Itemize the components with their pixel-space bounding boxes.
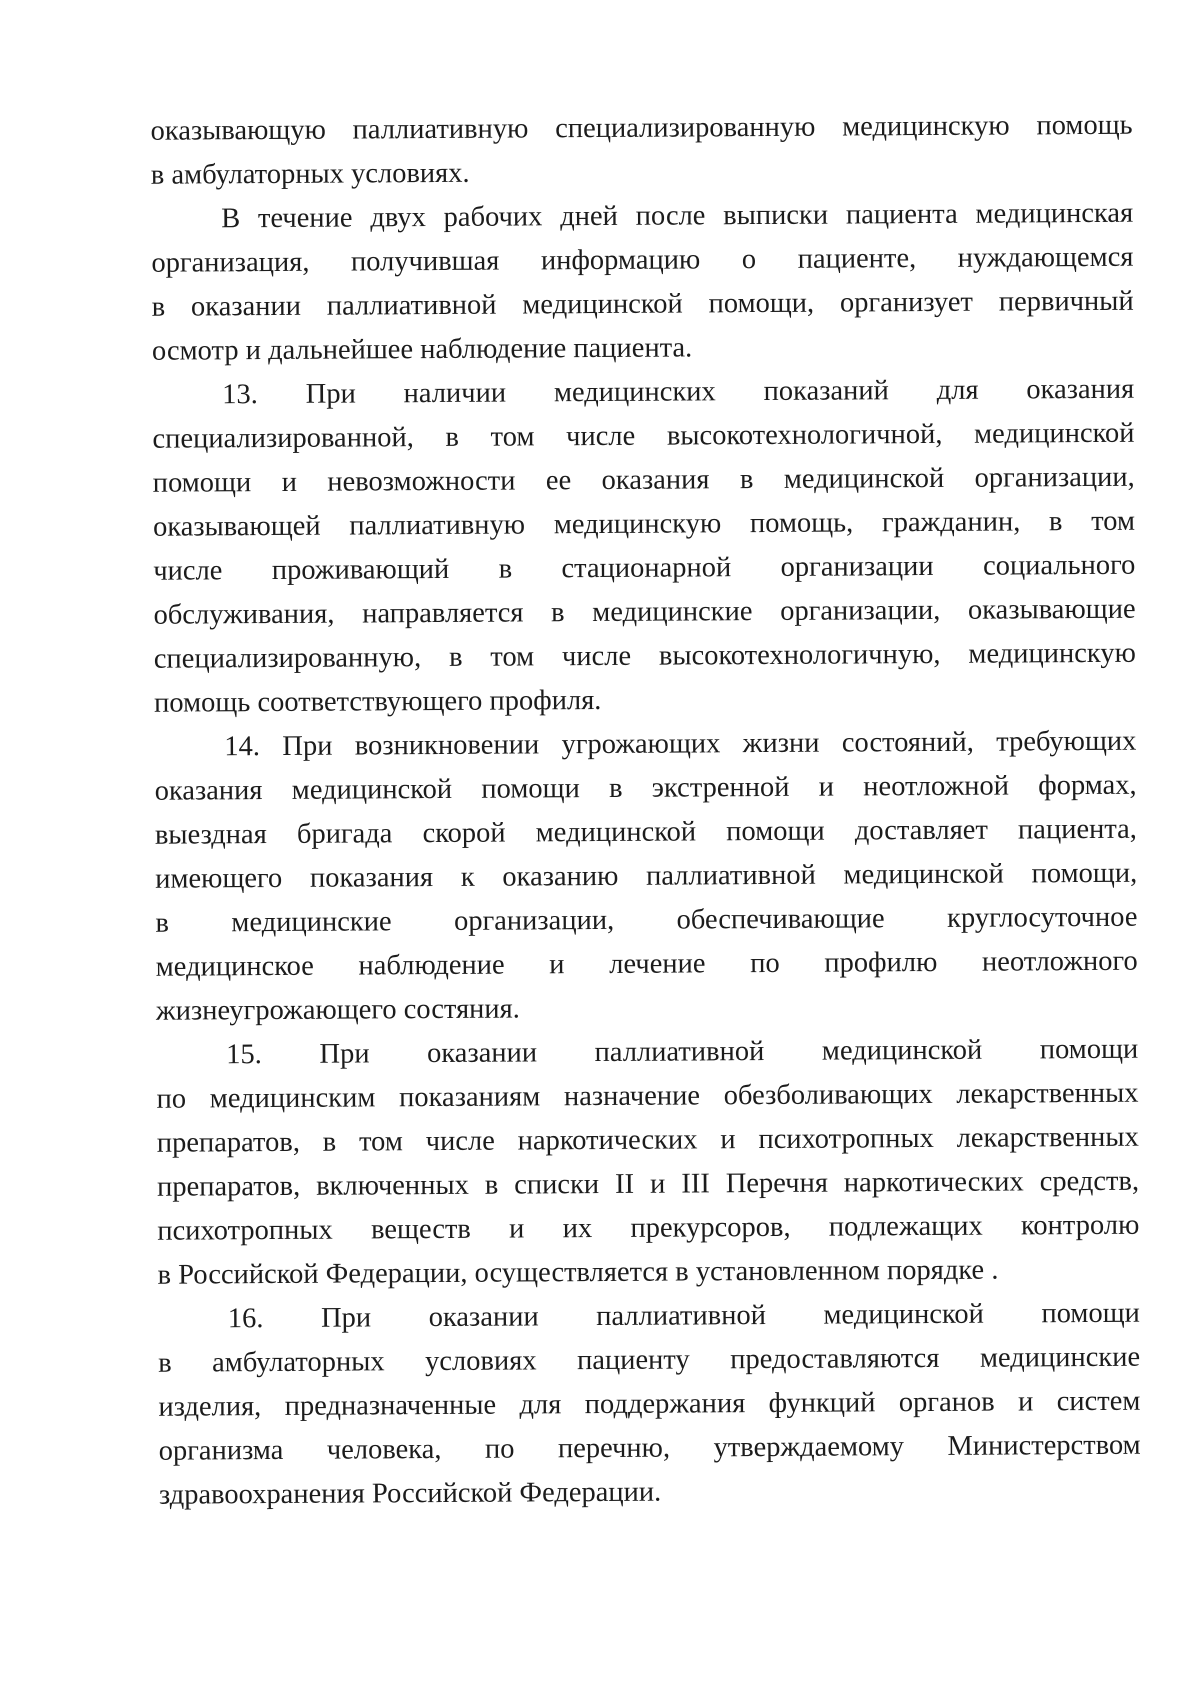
text-line: медицинское наблюдение и лечение по профилю неотложного (155, 945, 1138, 983)
text-line: осмотр и дальнейшее наблюдение пациента. (151, 332, 693, 367)
text-line: выездная бригада скорой медицинской помощи доставляет пациента, (154, 813, 1137, 851)
text-line: 15. При оказании паллиативной медицинской помощи (226, 1033, 1139, 1071)
text-line: по медицинским показаниям назначение обезболивающих лекарственных (156, 1077, 1139, 1115)
text-line: препаратов, включенных в списки II и III Перечня наркотических средств, (156, 1165, 1140, 1203)
text-line: 13. При наличии медицинских показаний для оказания (222, 373, 1135, 411)
text-line: жизнеугрожающего состяния. (155, 993, 520, 1027)
text-line: психотропных веществ и их прекурсоров, подлежащих контролю (157, 1209, 1140, 1247)
text-line: в медицинские организации, обеспечивающие круглосуточное (155, 901, 1138, 939)
text-line: помощь соответствующего профиля. (154, 684, 602, 719)
text-line: организация, получившая информацию о пациенте, нуждающемся (151, 241, 1134, 279)
text-line: оказывающую паллиативную специализированную медицинскую помощь (150, 109, 1133, 147)
text-line: 16. При оказании паллиативной медицинской помощи (227, 1297, 1140, 1335)
text-line: оказывающей паллиативную медицинскую помощь, гражданин, в том (152, 505, 1136, 543)
text-line: специализированной, в том числе высокотехнологичной, медицинской (152, 417, 1135, 455)
text-line: здравоохранения Российской Федерации. (158, 1476, 662, 1511)
text-line: препаратов, в том числе наркотических и психотропных лекарственных (156, 1121, 1139, 1159)
text-line: в Российской Федерации, осуществляется в установленном порядке . (157, 1254, 999, 1291)
text-line: оказания медицинской помощи в экстренной и неотложной формах, (154, 769, 1137, 807)
text-line: помощи и невозможности ее оказания в медицинской организации, (152, 461, 1135, 499)
text-line: организма человека, по перечню, утверждаемому Министерством (158, 1429, 1141, 1467)
text-line: 14. При возникновении угрожающих жизни состояний, требующих (224, 725, 1137, 763)
text-line: в оказании паллиативной медицинской помощи, организует первичный (151, 285, 1134, 323)
text-line: имеющего показания к оказанию паллиативной медицинской помощи, (155, 857, 1138, 895)
text-line: изделия, предназначенные для поддержания функций органов и систем (158, 1385, 1141, 1423)
text-line: в амбулаторных условиях. (150, 157, 470, 191)
text-line: в амбулаторных условиях пациенту предоставляются медицинские (158, 1341, 1141, 1379)
text-line: специализированную, в том числе высокотехнологичную, медицинскую (153, 637, 1136, 675)
text-line: В течение двух рабочих дней после выписки пациента медицинская (221, 197, 1134, 235)
text-line: обслуживания, направляется в медицинские организации, оказывающие (153, 593, 1136, 631)
text-line: числе проживающий в стационарной организации социального (153, 549, 1136, 587)
document-body-text (150, 104, 1141, 1518)
